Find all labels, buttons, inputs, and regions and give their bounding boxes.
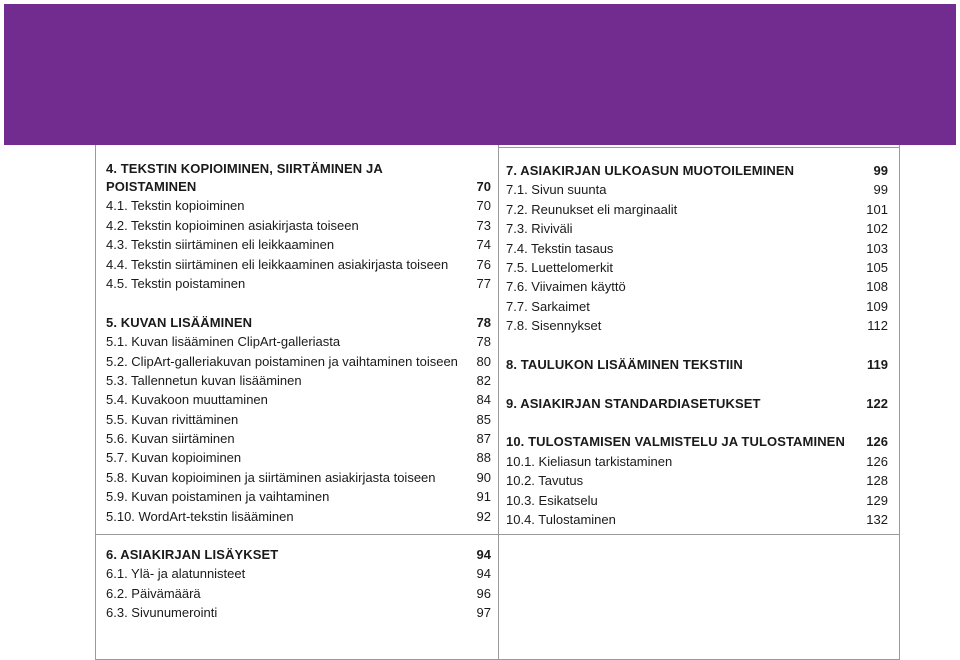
toc-page-number: 84 [476,392,491,408]
toc-entry-label: 4.4. Tekstin siirtäminen eli leikkaaminen asiakirjasta toiseen [106,256,449,272]
toc-page-number: 85 [476,411,491,427]
toc-heading-7[interactable] [506,161,888,180]
toc-page-number: 112 [867,318,888,334]
section-spacer [506,413,888,432]
toc-entry[interactable] [106,429,491,448]
toc-entry-label: 4.1. Tekstin kopioiminen [106,198,245,214]
toc-heading-label: 5. KUVAN LISÄÄMINEN [106,314,253,330]
section-spacer [106,293,491,312]
toc-page-number: 94 [476,566,491,582]
toc-page-number: 77 [476,275,491,291]
toc-page-number: 128 [866,473,888,489]
toc-entry-label: 5.4. Kuvakoon muuttaminen [106,392,268,408]
toc-entry-label: 10.1. Kieliasun tarkistaminen [506,453,673,469]
row-divider-right [498,534,900,535]
toc-page-number: 70 [476,198,491,214]
toc-entry[interactable] [106,216,491,235]
toc-entry-label: 5.9. Kuvan poistaminen ja vaihtaminen [106,489,330,505]
toc-entry[interactable] [106,603,491,622]
toc-page-number: 101 [866,201,888,217]
toc-page-number: 132 [866,512,888,528]
section-spacer [506,336,888,355]
toc-column-left [106,160,491,526]
row-divider-left [95,534,499,535]
toc-entry-label: 5.6. Kuvan siirtäminen [106,431,235,447]
toc-page-number: 70 [476,179,491,194]
toc-entry[interactable] [106,448,491,467]
toc-entry-label: 10.4. Tulostaminen [506,512,616,528]
toc-page-number: 126 [866,434,888,450]
toc-page-number: 108 [866,279,888,295]
toc-heading-4-cont[interactable] [106,177,491,196]
toc-entry[interactable] [506,277,888,296]
toc-entry[interactable] [106,371,491,390]
toc-page-number: 73 [476,217,491,233]
toc-entry[interactable] [106,468,491,487]
toc-page-number: 102 [866,221,888,237]
toc-page-number: 129 [866,492,888,508]
toc-heading-label: 8. TAULUKON LISÄÄMINEN TEKSTIIN [506,356,743,372]
toc-page-number: 78 [476,314,491,330]
toc-entry-label: 5.5. Kuvan rivittäminen [106,411,239,427]
column-divider [498,145,499,660]
toc-entry[interactable] [506,316,888,335]
toc-entry[interactable] [506,471,888,490]
toc-entry[interactable] [506,297,888,316]
toc-entry[interactable] [506,258,888,277]
toc-entry-label: 5.7. Kuvan kopioiminen [106,450,242,466]
toc-column-left-bottom [106,545,491,623]
toc-page-number: 96 [476,585,491,601]
toc-entry-label: 7.4. Tekstin tasaus [506,240,614,256]
toc-entry-label: 4.2. Tekstin kopioiminen asiakirjasta toiseen [106,217,359,233]
toc-entry[interactable] [506,510,888,529]
toc-page-number: 88 [476,450,491,466]
toc-entry[interactable] [106,584,491,603]
toc-page-number: 90 [476,469,491,485]
toc-entry-label: 6.1. Ylä- ja alatunnisteet [106,566,246,582]
header-banner [4,4,956,145]
top-rule-right [498,147,900,148]
toc-entry[interactable] [506,239,888,258]
toc-heading-8[interactable] [506,355,888,374]
toc-entry-label: 7.2. Reunukset eli marginaalit [506,201,678,217]
toc-page-number: 76 [476,256,491,272]
toc-entry-label: 10.3. Esikatselu [506,492,598,508]
toc-entry-label: 6.3. Sivunumerointi [106,605,218,621]
toc-page-number: 97 [476,605,491,621]
toc-heading-9[interactable] [506,394,888,413]
toc-entry[interactable] [106,352,491,371]
toc-entry[interactable] [506,200,888,219]
toc-entry-label: 6.2. Päivämäärä [106,585,201,601]
toc-entry[interactable] [106,410,491,429]
toc-entry[interactable] [106,390,491,409]
toc-entry-label: 7.7. Sarkaimet [506,298,590,314]
section-spacer [506,374,888,393]
left-border [95,145,96,660]
toc-page-number: 126 [866,453,888,469]
toc-heading-label: 4. TEKSTIN KOPIOIMINEN, SIIRTÄMINEN JA [106,161,383,176]
toc-entry[interactable] [106,196,491,215]
toc-heading-label: POISTAMINEN [106,179,197,194]
toc-heading-6[interactable] [106,545,491,564]
toc-entry-label: 7.6. Viivaimen käyttö [506,279,626,295]
toc-heading-label: 10. TULOSTAMISEN VALMISTELU JA TULOSTAMINEN [506,434,845,450]
toc-column-right [506,161,888,529]
toc-page-number: 87 [476,431,491,447]
toc-heading-label: 7. ASIAKIRJAN ULKOASUN MUOTOILEMINEN [506,163,795,178]
toc-page-number: 78 [476,334,491,350]
toc-entry[interactable] [506,491,888,510]
toc-entry[interactable] [506,180,888,199]
toc-heading-label: 6. ASIAKIRJAN LISÄYKSET [106,547,279,562]
toc-page-number: 103 [866,240,888,256]
toc-entry-label: 5.3. Tallennetun kuvan lisääminen [106,372,302,388]
toc-heading-10[interactable] [506,432,888,451]
toc-entry[interactable] [506,452,888,471]
toc-entry[interactable] [106,564,491,583]
toc-entry[interactable] [106,274,491,293]
toc-page-number: 82 [476,372,491,388]
toc-page-number: 122 [866,395,888,411]
toc-heading-4[interactable] [106,160,491,177]
toc-entry[interactable] [106,487,491,506]
toc-page-number: 94 [476,547,491,562]
toc-heading-5[interactable] [106,313,491,332]
toc-page-number: 99 [873,163,888,178]
toc-page-number: 92 [476,508,491,524]
toc-page-number: 119 [867,356,888,372]
toc-entry-label: 5.1. Kuvan lisääminen ClipArt-galleriasta [106,334,341,350]
toc-entry-label: 7.3. Riviväli [506,221,573,237]
toc-entry[interactable] [106,255,491,274]
toc-entry-label: 10.2. Tavutus [506,473,584,489]
toc-entry[interactable] [106,507,491,526]
toc-entry[interactable] [506,219,888,238]
toc-page-number: 91 [476,489,491,505]
toc-entry-label: 7.1. Sivun suunta [506,182,607,198]
right-border [899,145,900,660]
toc-entry-label: 4.3. Tekstin siirtäminen eli leikkaaminen [106,237,335,253]
toc-entry-label: 5.10. WordArt-tekstin lisääminen [106,508,294,524]
toc-entry-label: 5.8. Kuvan kopioiminen ja siirtäminen asiakirjasta toiseen [106,469,436,485]
toc-page-number: 105 [866,259,888,275]
toc-entry-label: 5.2. ClipArt-galleriakuvan poistaminen ja vaihtaminen toiseen [106,353,458,369]
toc-page-number: 80 [476,353,491,369]
toc-page-number: 99 [873,182,888,198]
toc-entry-label: 7.8. Sisennykset [506,318,602,334]
toc-entry[interactable] [106,332,491,351]
toc-page-number: 74 [476,237,491,253]
toc-entry-label: 4.5. Tekstin poistaminen [106,275,246,291]
toc-page-number: 109 [866,298,888,314]
toc-entry-label: 7.5. Luettelomerkit [506,259,613,275]
toc-entry[interactable] [106,235,491,254]
toc-heading-label: 9. ASIAKIRJAN STANDARDIASETUKSET [506,395,761,411]
